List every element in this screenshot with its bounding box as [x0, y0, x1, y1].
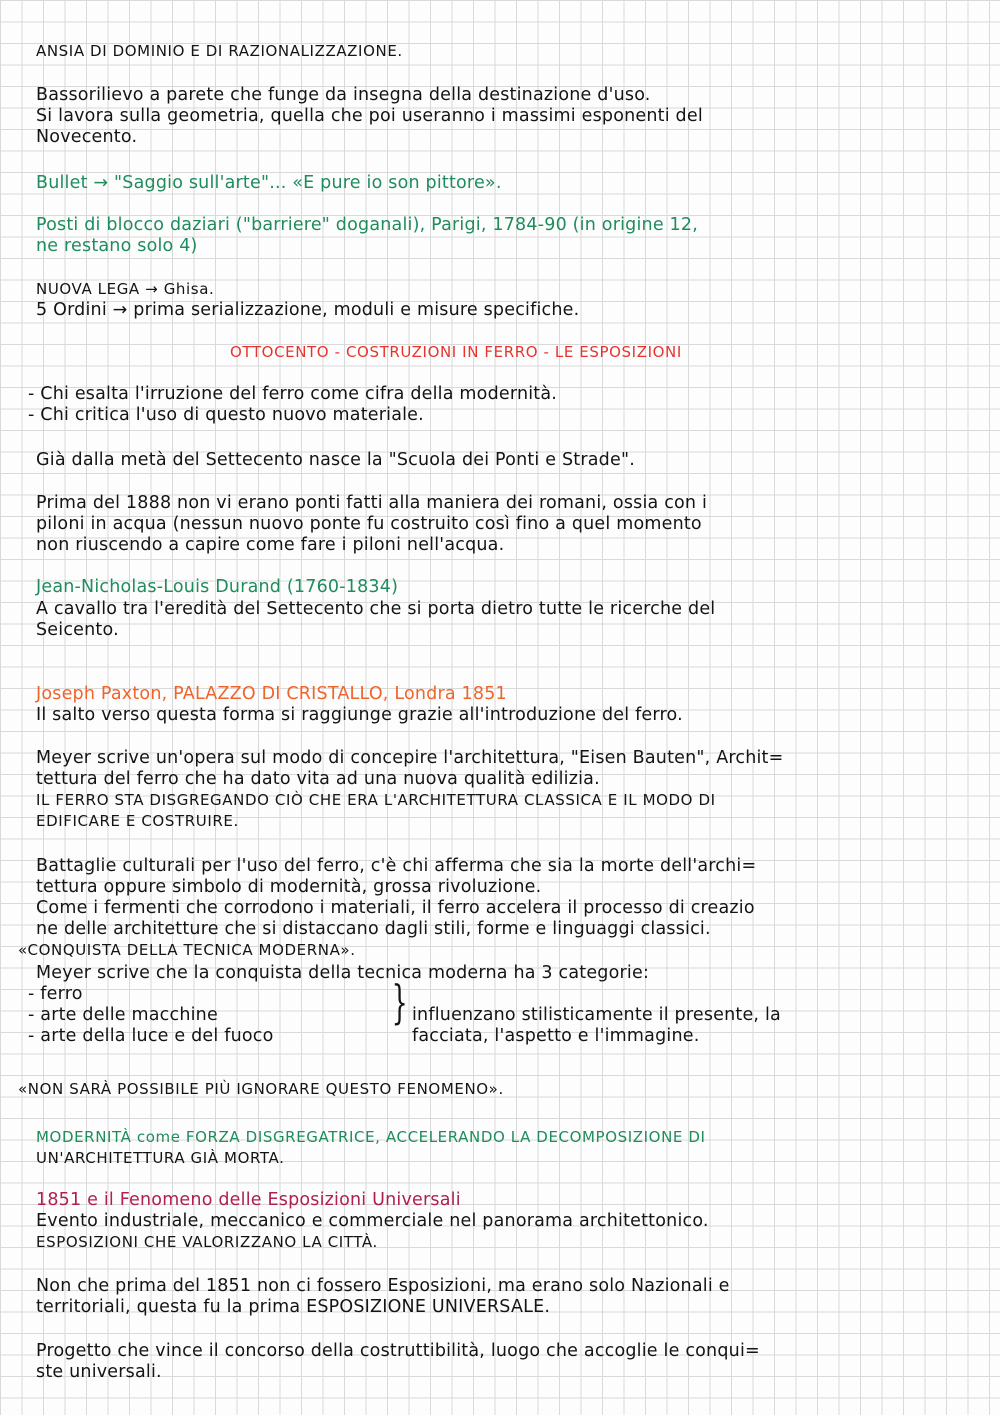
curly-brace-icon: } [391, 975, 408, 1029]
note-line: tettura del ferro che ha dato vita ad una nuova qualità edilizia. [36, 769, 600, 789]
note-line-caps: UN'ARCHITETTURA GIÀ MORTA. [36, 1149, 285, 1167]
note-line: Meyer scrive un'opera sul modo di concepire l'architettura, "Eisen Bauten", Archit= [36, 748, 784, 768]
note-heading-posti-di-blocco: Posti di blocco daziari ("barriere" doganali), Parigi, 1784-90 (in origine 12, [36, 215, 698, 235]
note-line: 5 Ordini → prima serializzazione, moduli e misure specifiche. [36, 300, 580, 320]
note-line: ste universali. [36, 1362, 162, 1382]
note-line: Come i fermenti che corrodono i materiali, il ferro accelera il processo di creazio [36, 898, 755, 918]
note-line: Battaglie culturali per l'uso del ferro, c'è chi afferma che sia la morte dell'archi= [36, 856, 757, 876]
note-line: tettura oppure simbolo di modernità, grossa rivoluzione. [36, 877, 542, 897]
note-line: territoriali, questa fu la prima ESPOSIZIONE UNIVERSALE. [36, 1297, 551, 1317]
note-heading-esposizioni: 1851 e il Fenomeno delle Esposizioni Universali [36, 1190, 461, 1210]
note-line-caps: EDIFICARE E COSTRUIRE. [36, 812, 239, 830]
note-heading-bullet: Bullet → "Saggio sull'arte"... «E pure io son pittore». [36, 173, 502, 193]
section-title-ottocento: OTTOCENTO - COSTRUZIONI IN FERRO - LE ESPOSIZIONI [230, 343, 682, 361]
note-line: Si lavora sulla geometria, quella che poi useranno i massimi esponenti del [36, 106, 703, 126]
note-line: Già dalla metà del Settecento nasce la "Scuola dei Ponti e Strade". [36, 450, 635, 470]
note-line: Bassorilievo a parete che funge da insegna della destinazione d'uso. [36, 85, 651, 105]
note-line: Non che prima del 1851 non ci fossero Esposizioni, ma erano solo Nazionali e [36, 1276, 730, 1296]
note-line: Meyer scrive che la conquista della tecnica moderna ha 3 categorie: [36, 963, 650, 983]
note-line: Evento industriale, meccanico e commerciale nel panorama architettonico. [36, 1211, 709, 1231]
note-heading-posti-di-blocco-cont: ne restano solo 4) [36, 236, 198, 256]
note-bullet: - ferro [28, 984, 83, 1004]
note-line-caps: ESPOSIZIONI CHE VALORIZZANO LA CITTÀ. [36, 1233, 378, 1251]
note-heading-ansia: ANSIA DI DOMINIO E DI RAZIONALIZZAZIONE. [36, 42, 403, 60]
note-bullet: - Chi esalta l'irruzione del ferro come cifra della modernità. [28, 384, 558, 404]
note-line: NUOVA LEGA → Ghisa. [36, 280, 215, 298]
note-line: influenzano stilisticamente il presente, la [412, 1005, 781, 1025]
note-heading-paxton: Joseph Paxton, PALAZZO DI CRISTALLO, Londra 1851 [36, 684, 507, 704]
note-line: facciata, l'aspetto e l'immagine. [412, 1026, 700, 1046]
note-bullet: - Chi critica l'uso di questo nuovo materiale. [28, 405, 424, 425]
note-line: A cavallo tra l'eredità del Settecento che si porta dietro tutte le ricerche del [36, 599, 716, 619]
note-line: Seicento. [36, 620, 119, 640]
note-bullet: - arte delle macchine [28, 1005, 218, 1025]
note-heading-modernita: MODERNITÀ come FORZA DISGREGATRICE, ACCELERANDO LA DECOMPOSIZIONE DI [36, 1128, 706, 1146]
note-heading-durand: Jean-Nicholas-Louis Durand (1760-1834) [36, 577, 399, 597]
note-line: ne delle architetture che si distaccano dagli stili, forme e linguaggi classici. [36, 919, 711, 939]
note-bullet: - arte della luce e del fuoco [28, 1026, 274, 1046]
note-line: Il salto verso questa forma si raggiunge grazie all'introduzione del ferro. [36, 705, 683, 725]
note-line: Prima del 1888 non vi erano ponti fatti alla maniera dei romani, ossia con i [36, 493, 708, 513]
note-line-caps: IL FERRO STA DISGREGANDO CIÒ CHE ERA L'ARCHITETTURA CLASSICA E IL MODO DI [36, 791, 716, 809]
note-line: Novecento. [36, 127, 138, 147]
note-quote: «NON SARÀ POSSIBILE PIÙ IGNORARE QUESTO FENOMENO». [18, 1080, 504, 1098]
note-line: Progetto che vince il concorso della costruttibilità, luogo che accoglie le conqui= [36, 1341, 760, 1361]
note-line: piloni in acqua (nessun nuovo ponte fu costruito così fino a quel momento [36, 514, 702, 534]
note-quote: «CONQUISTA DELLA TECNICA MODERNA». [18, 941, 356, 959]
note-line: non riuscendo a capire come fare i piloni nell'acqua. [36, 535, 505, 555]
